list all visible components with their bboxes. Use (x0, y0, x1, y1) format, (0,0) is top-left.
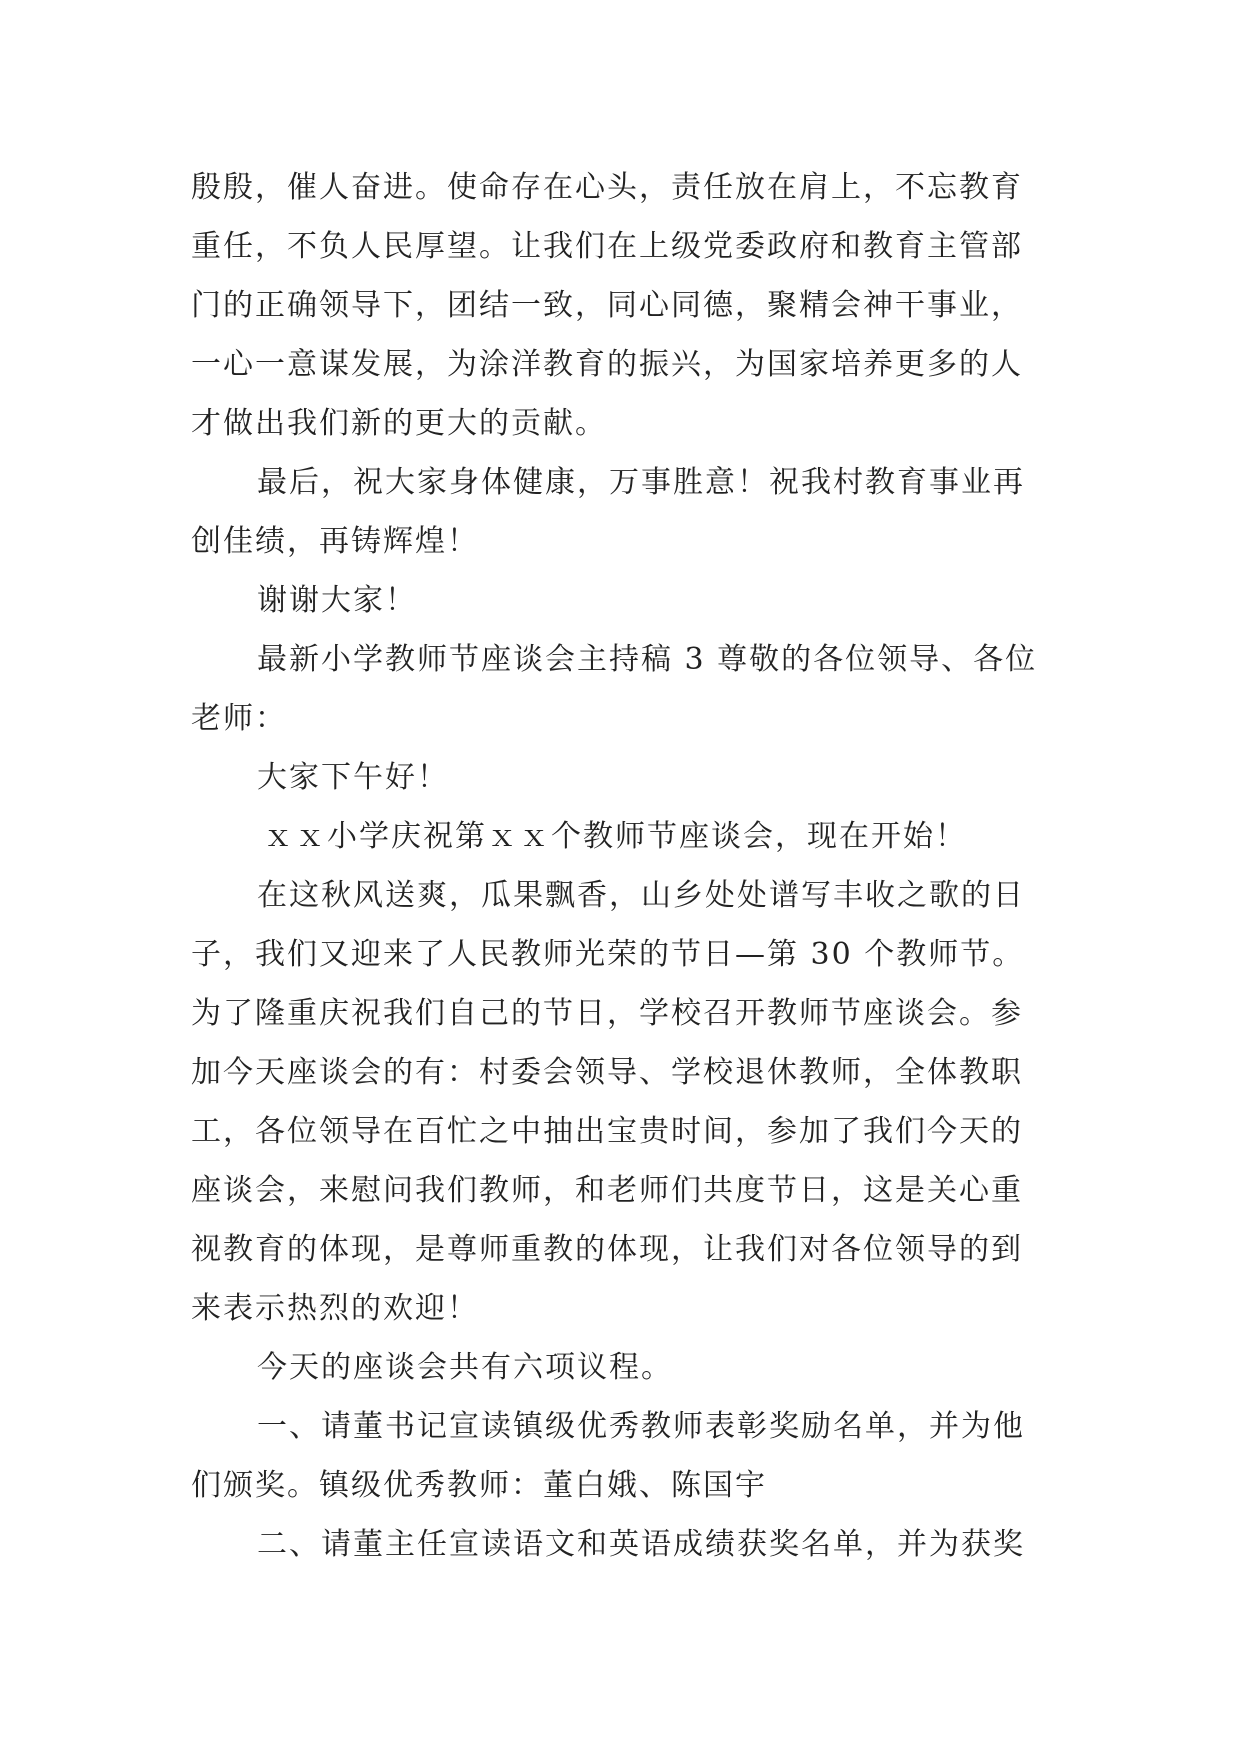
text-line: 一心一意谋发展，为涂洋教育的振兴，为国家培养更多的人 (191, 347, 1023, 382)
text-line: 二、请董主任宣读语文和英语成绩获奖名单，并为获奖 (257, 1527, 1025, 1562)
text-line: 在这秋风送爽，瓜果飘香，山乡处处谱写丰收之歌的日 (257, 878, 1025, 913)
text-line: 才做出我们新的更大的贡献。 (191, 406, 607, 441)
text-line: 最新小学教师节座谈会主持稿 3 尊敬的各位领导、各位 (257, 642, 1038, 677)
text-line: 重任，不负人民厚望。让我们在上级党委政府和教育主管部 (191, 229, 1023, 264)
text-line: 殷殷，催人奋进。使命存在心头，责任放在肩上，不忘教育 (191, 170, 1023, 205)
text-line: 老师： (191, 701, 287, 736)
text-line: 门的正确领导下，团结一致，同心同德，聚精会神干事业， (191, 288, 1023, 323)
text-line: 子，我们又迎来了人民教师光荣的节日—第 30 个教师节。 (191, 937, 1025, 972)
document-body (191, 158, 1071, 1574)
text-line: 大家下午好！ (257, 760, 449, 795)
text-line: ｘｘ小学庆祝第ｘｘ个教师节座谈会，现在开始！ (263, 819, 967, 854)
text-line: 最后，祝大家身体健康，万事胜意！祝我村教育事业再 (257, 465, 1025, 500)
text-line: 们颁奖。镇级优秀教师：董白娥、陈国宇 (191, 1468, 767, 1503)
text-line: 加今天座谈会的有：村委会领导、学校退休教师，全体教职 (191, 1055, 1023, 1090)
text-line: 谢谢大家！ (257, 583, 417, 618)
text-line: 为了隆重庆祝我们自己的节日，学校召开教师节座谈会。参 (191, 996, 1023, 1031)
text-line: 视教育的体现，是尊师重教的体现，让我们对各位领导的到 (191, 1232, 1023, 1267)
text-line: 一、请董书记宣读镇级优秀教师表彰奖励名单，并为他 (257, 1409, 1025, 1444)
text-line: 工，各位领导在百忙之中抽出宝贵时间，参加了我们今天的 (191, 1114, 1023, 1149)
text-line: 来表示热烈的欢迎！ (191, 1291, 479, 1326)
text-line: 座谈会，来慰问我们教师，和老师们共度节日，这是关心重 (191, 1173, 1023, 1208)
text-line: 创佳绩，再铸辉煌！ (191, 524, 479, 559)
text-line: 今天的座谈会共有六项议程。 (257, 1350, 673, 1385)
